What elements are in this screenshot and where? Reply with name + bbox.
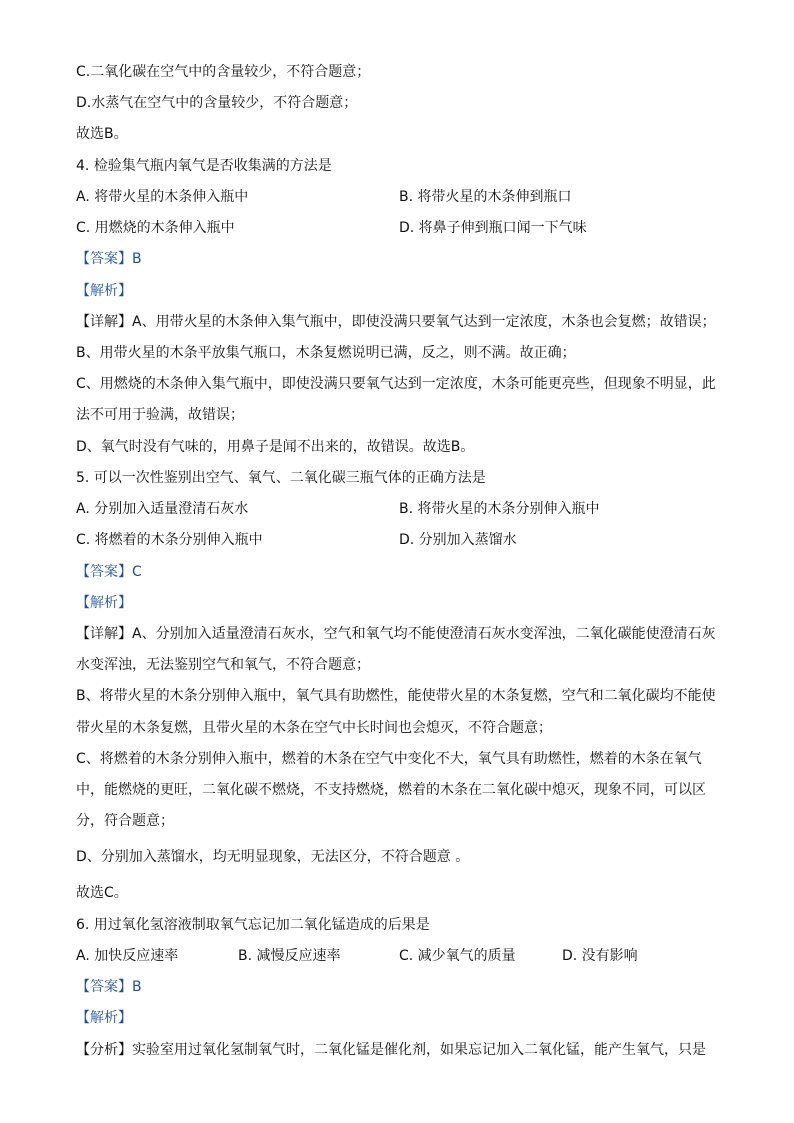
text-line: B、用带火星的木条平放集气瓶口，木条复燃说明已满，反之，则不满。故正确；	[76, 345, 576, 361]
q4-option-c: C. 用燃烧的木条伸入瓶中	[76, 220, 235, 236]
q4-option-d: D. 将鼻子伸到瓶口闻一下气味	[399, 220, 587, 236]
q6-option-d: D. 没有影响	[562, 948, 638, 964]
text-line: D.水蒸气在空气中的含量较少，不符合题意；	[76, 95, 358, 111]
text-line: 水变浑浊，无法鉴别空气和氧气，不符合题意；	[76, 657, 370, 673]
q4-option-a: A. 将带火星的木条伸入瓶中	[76, 189, 249, 205]
q5-option-c: C. 将燃着的木条分别伸入瓶中	[76, 532, 263, 548]
text-line: C、用燃烧的木条伸入集气瓶中，即使没满只要氧气达到一定浓度，木条可能更亮些，但现象不明显，此	[76, 376, 716, 392]
text-line: 分，符合题意；	[76, 813, 174, 829]
question-6-stem: 6. 用过氧化氢溶液制取氧气忘记加二氧化锰造成的后果是	[76, 917, 430, 933]
q6-option-a: A. 加快反应速率	[76, 948, 179, 964]
text-line: B、将带火星的木条分别伸入瓶中，氧气具有助燃性，能使带火星的木条复燃，空气和二氧化碳均不能使	[76, 688, 716, 704]
q5-option-d: D. 分别加入蒸馏水	[399, 532, 517, 548]
question-4-stem: 4. 检验集气瓶内氧气是否收集满的方法是	[76, 158, 332, 174]
q5-option-a: A. 分别加入适量澄清石灰水	[76, 501, 249, 517]
text-line: 故选B。	[76, 126, 128, 142]
q6-answer: 【答案】B	[76, 979, 142, 995]
q4-option-b: B. 将带火星的木条伸到瓶口	[399, 189, 572, 205]
text-line: C.二氧化碳在空气中的含量较少，不符合题意；	[76, 64, 371, 80]
q5-analysis-heading: 【解析】	[76, 595, 132, 611]
text-line: 中，能燃烧的更旺，二氧化碳不燃烧，不支持燃烧，燃着的木条在二氧化碳中熄灭，现象不同，可以区	[76, 782, 706, 798]
text-line: 带火星的木条复燃，且带火星的木条在空气中长时间也会熄灭，不符合题意；	[76, 720, 552, 736]
q4-analysis-heading: 【解析】	[76, 283, 132, 299]
text-line: D、氧气时没有气味的，用鼻子是闻不出来的，故错误。故选B。	[76, 439, 475, 455]
text-line: C、将燃着的木条分别伸入瓶中，燃着的木条在空气中变化不大，氧气具有助燃性，燃着的木条在氧气	[76, 751, 702, 767]
q6-analysis-heading: 【解析】	[76, 1010, 132, 1026]
text-line: 故选C。	[76, 885, 128, 901]
text-line: 法不可用于验满，故错误；	[76, 407, 244, 423]
text-line: 【详解】A、用带火星的木条伸入集气瓶中，即使没满只要氧气达到一定浓度，木条也会复燃；故错误；	[76, 314, 716, 330]
q6-option-c: C. 减少氧气的质量	[399, 948, 516, 964]
q6-option-b: B. 减慢反应速率	[238, 948, 341, 964]
text-line: 【分析】实验室用过氧化氢制氧气时，二氧化锰是催化剂，如果忘记加入二氧化锰，能产生氧气，只是	[76, 1042, 706, 1058]
q4-answer: 【答案】B	[76, 251, 142, 267]
question-5-stem: 5. 可以一次性鉴别出空气、氧气、二氧化碳三瓶气体的正确方法是	[76, 470, 486, 486]
text-line: 【详解】A、分别加入适量澄清石灰水，空气和氧气均不能使澄清石灰水变浑浊，二氧化碳能使澄清石灰	[76, 626, 716, 642]
text-line: D、分别加入蒸馏水，均无明显现象，无法区分，不符合题意 。	[76, 849, 470, 865]
q5-answer: 【答案】C	[76, 564, 142, 580]
q5-option-b: B. 将带火星的木条分别伸入瓶中	[399, 501, 600, 517]
